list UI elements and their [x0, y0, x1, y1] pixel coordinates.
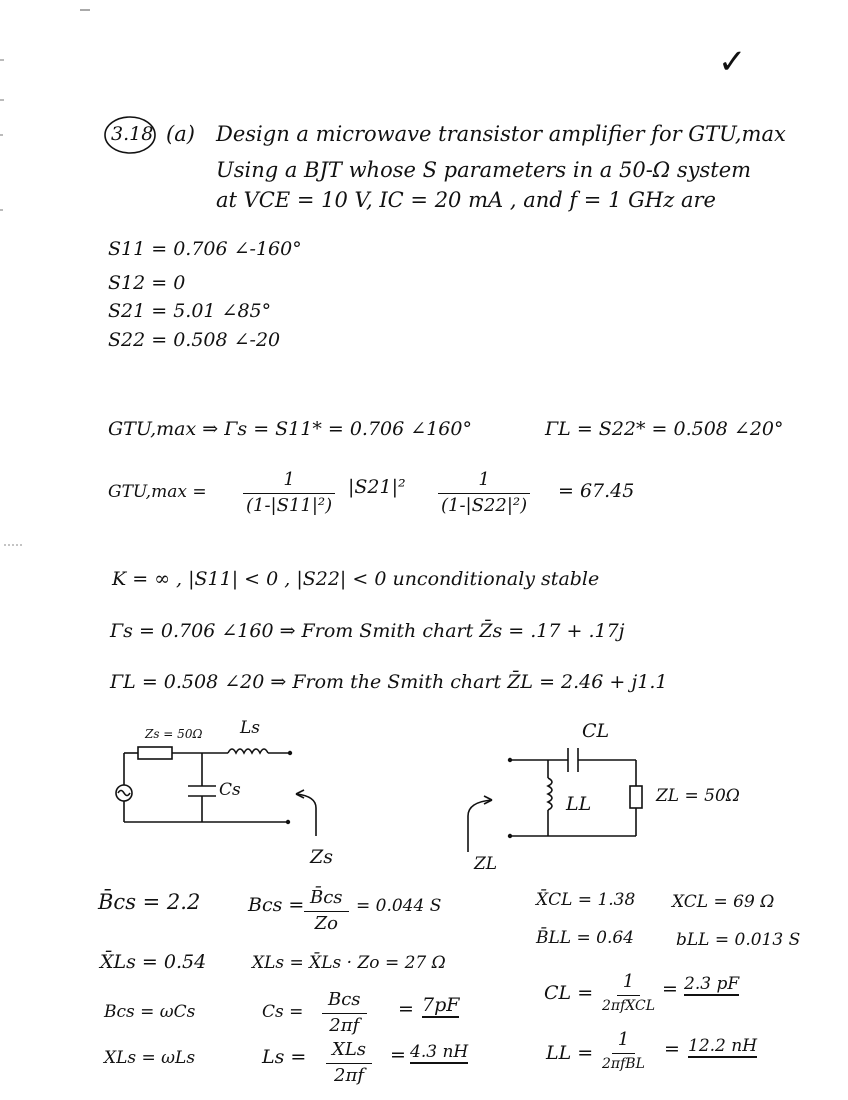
cs-fraction — [322, 990, 367, 1036]
ls-fraction-denominator: 2πf — [334, 1064, 364, 1086]
ll-value: 12.2 nH — [688, 1036, 758, 1056]
gtu-max-result: = 67.45 — [558, 480, 635, 502]
capacitor-cl-label: CL — [582, 720, 610, 742]
bcs-equation: Bcs = — [248, 894, 305, 916]
zl-looking-label: ZL — [474, 854, 498, 874]
cs-equals: = — [398, 998, 414, 1020]
bcs-fraction-denominator: Zo — [314, 912, 338, 934]
problem-line-1: Design a microwave transistor amplifier for GTU,max — [216, 122, 786, 146]
xcl-normalized: X̄CL = 1.38 — [536, 890, 636, 910]
cl-equals: = — [662, 978, 678, 1000]
xls-equation: XLs = X̄Ls · Zo = 27 Ω — [252, 953, 446, 973]
cl-fraction-numerator: 1 — [617, 972, 640, 996]
zs-looking-label: Zs — [310, 846, 333, 868]
cl-value: 2.3 pF — [684, 974, 740, 994]
gamma-l-smith: ΓL = 0.508 ∠20 ⇒ From the Smith chart Z̄L = 2.46 + j1.1 — [110, 671, 668, 693]
ls-fraction — [326, 1040, 372, 1086]
load-resistor-symbol — [630, 786, 642, 808]
s11-value: S11 = 0.706 ∠-160° — [108, 238, 302, 260]
load-impedance-label: ZL = 50Ω — [656, 786, 740, 806]
cl-fraction — [596, 972, 661, 1014]
xcl-value: XCL = 69 Ω — [672, 892, 775, 912]
bcs-normalized: B̄cs = 2.2 — [98, 890, 201, 914]
inductor-ll-symbol — [548, 778, 552, 810]
source-impedance-label: Zs = 50Ω — [145, 727, 203, 741]
stability-line: K = ∞ , |S11| < 0 , |S22| < 0 unconditionaly stable — [112, 568, 600, 590]
problem-line-3: at VCE = 10 V, IC = 20 mA , and f = 1 GHz are — [216, 188, 716, 212]
ls-value: 4.3 nH — [410, 1042, 469, 1062]
cs-fraction-denominator: 2πf — [329, 1014, 360, 1036]
ls-equation: Ls = — [262, 1046, 307, 1068]
cs-equation: Cs = — [262, 1002, 304, 1022]
fraction-2-denominator: (1-|S22|²) — [441, 494, 528, 516]
xls-omega-ls: XLs = ωLs — [104, 1048, 196, 1068]
ll-fraction-denominator: 2πfBL — [602, 1055, 645, 1072]
capacitor-cs-label: Cs — [219, 780, 241, 800]
check-mark: ✓ — [718, 42, 747, 82]
bll-value: bLL = 0.013 S — [676, 930, 801, 950]
ls-fraction-numerator: XLs — [326, 1040, 372, 1064]
gtu-max-lhs: GTU,max = — [108, 482, 207, 502]
bcs-fraction — [304, 888, 349, 934]
fraction-2-numerator: 1 — [438, 470, 529, 494]
bcs-fraction-numerator: B̄cs — [304, 888, 349, 912]
cs-fraction-numerator: Bcs — [322, 990, 367, 1014]
cl-equation: CL = — [544, 982, 594, 1004]
cl-fraction-denominator: 2πfXCL — [602, 997, 656, 1014]
ll-equation: LL = — [546, 1042, 594, 1064]
xls-normalized: X̄Ls = 0.54 — [100, 951, 207, 973]
ll-equals: = — [664, 1038, 680, 1060]
bll-normalized: B̄LL = 0.64 — [536, 928, 634, 948]
problem-number: 3.18 — [111, 123, 154, 145]
bcs-value: = 0.044 S — [356, 896, 442, 916]
s12-value: S12 = 0 — [108, 272, 186, 294]
gamma-s-smith: Γs = 0.706 ∠160 ⇒ From Smith chart Z̄s = .17 + .17j — [110, 620, 625, 642]
gamma-l-conjugate: ΓL = S22* = 0.508 ∠20° — [545, 418, 784, 440]
s21-value: S21 = 5.01 ∠85° — [108, 300, 272, 322]
bcs-omega-cs: Bcs = ωCs — [104, 1002, 196, 1022]
fraction-1-numerator: 1 — [243, 470, 334, 494]
s22-value: S22 = 0.508 ∠-20 — [108, 329, 281, 351]
cs-value: 7pF — [422, 994, 460, 1016]
s21-squared: |S21|² — [348, 476, 406, 498]
gamma-s-conjugate: GTU,max ⇒ Γs = S11* = 0.706 ∠160° — [108, 418, 472, 440]
inductor-ll-label: LL — [566, 793, 592, 815]
problem-part: (a) — [166, 122, 195, 146]
fraction-1-denominator: (1-|S11|²) — [246, 494, 333, 516]
ls-equals: = — [390, 1044, 406, 1066]
ll-fraction-numerator: 1 — [612, 1030, 635, 1054]
problem-line-2: Using a BJT whose S parameters in a 50-Ω system — [216, 158, 752, 182]
inductor-ls-label: Ls — [240, 718, 261, 738]
ll-fraction — [596, 1030, 651, 1072]
